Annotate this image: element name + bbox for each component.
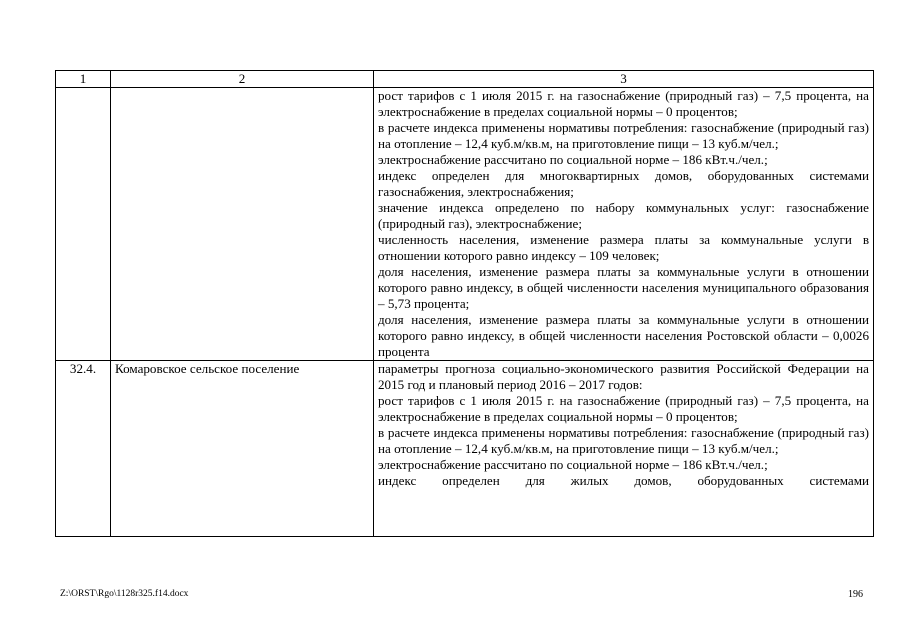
footer-file-path: Z:\ORST\Rgo\1128r325.f14.docx bbox=[60, 589, 189, 599]
description-paragraph: рост тарифов с 1 июля 2015 г. на газоснабжение (природный газ) – 7,5 процента, на электроснабжение в пределах социальной нормы – 0 процентов; bbox=[378, 393, 869, 424]
table-header-row bbox=[56, 71, 874, 88]
row-number: 32.4. bbox=[56, 361, 111, 537]
row-description bbox=[374, 88, 874, 361]
description-paragraph: индекс определен для жилых домов, оборудованных системами bbox=[378, 473, 869, 488]
description-paragraph: в расчете индекса применены нормативы потребления: газоснабжение (природный газ) на отопление – 12,4 куб.м/кв.м, на приготовление пищи – 13 куб.м/чел.; bbox=[378, 120, 869, 151]
description-paragraph: численность населения, изменение размера платы за коммунальные услуги в отношении которого равно индексу – 109 человек; bbox=[378, 232, 869, 263]
municipality-name bbox=[111, 88, 374, 361]
description-paragraph: параметры прогноза социально-экономического развития Российской Федерации на 2015 год и плановый период 2016 – 2017 годов: bbox=[378, 361, 869, 392]
header-col-1: 1 bbox=[56, 71, 111, 88]
row-description bbox=[374, 361, 874, 537]
page-number: 196 bbox=[848, 589, 863, 600]
description-paragraph: индекс определен для многоквартирных домов, оборудованных системами газоснабжения, электроснабжения; bbox=[378, 168, 869, 199]
header-col-3: 3 bbox=[374, 71, 874, 88]
description-paragraph: значение индекса определено по набору коммунальных услуг: газоснабжение (природный газ), электроснабжение; bbox=[378, 200, 869, 231]
description-paragraph: в расчете индекса применены нормативы потребления: газоснабжение (природный газ) на отопление – 12,4 куб.м/кв.м, на приготовление пищи – 13 куб.м/чел.; bbox=[378, 425, 869, 456]
municipality-name: Комаровское сельское поселение bbox=[111, 361, 374, 537]
description-paragraph: доля населения, изменение размера платы за коммунальные услуги в отношении которого равно индексу, в общей численности населения муниципального образования – 5,73 процента; bbox=[378, 264, 869, 311]
description-paragraph: электроснабжение рассчитано по социальной норме – 186 кВт.ч./чел.; bbox=[378, 152, 768, 167]
header-col-2: 2 bbox=[111, 71, 374, 88]
description-paragraph: доля населения, изменение размера платы за коммунальные услуги в отношении которого равно индексу, в общей численности населения Ростовской области – 0,0026 процента bbox=[378, 312, 869, 359]
table-row bbox=[56, 361, 874, 537]
row-number bbox=[56, 88, 111, 361]
description-paragraph: электроснабжение рассчитано по социальной норме – 186 кВт.ч./чел.; bbox=[378, 457, 768, 472]
document-table bbox=[55, 70, 874, 537]
table-row bbox=[56, 88, 874, 361]
description-paragraph: рост тарифов с 1 июля 2015 г. на газоснабжение (природный газ) – 7,5 процента, на электроснабжение в пределах социальной нормы – 0 процентов; bbox=[378, 88, 869, 119]
